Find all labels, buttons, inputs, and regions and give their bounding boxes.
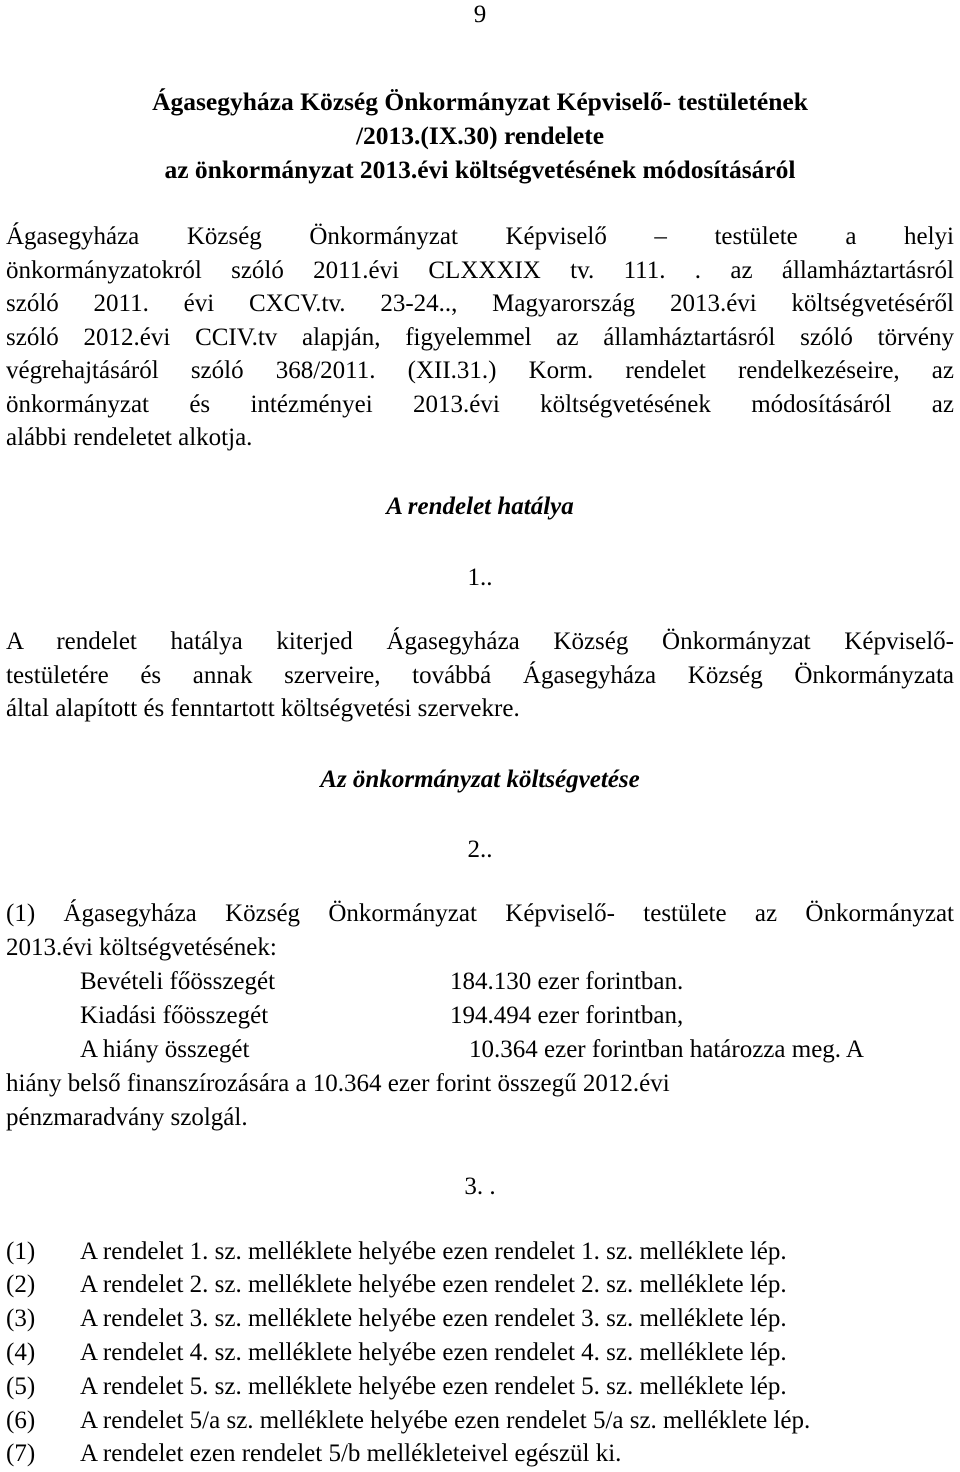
list-item	[6, 1235, 787, 1269]
list-item	[6, 1370, 787, 1404]
section-1-number: 1..	[467, 564, 493, 591]
list-item	[6, 1336, 787, 1370]
section-2-heading: Az önkormányzat költségvetése	[320, 766, 640, 793]
list-item-text: A rendelet ezen rendelet 5/b mellékleteivel egészül ki.	[80, 1440, 622, 1467]
list-item-text: A rendelet 4. sz. melléklete helyébe ezen rendelet 4. sz. melléklete lép.	[80, 1339, 787, 1366]
list-item-text: A rendelet 2. sz. melléklete helyébe ezen rendelet 2. sz. melléklete lép.	[80, 1271, 787, 1298]
section-2-number: 2..	[467, 836, 493, 863]
list-item-number: (5)	[6, 1373, 36, 1400]
budget-label-deficit: A hiány összegét	[80, 1036, 250, 1063]
section-2-closing	[6, 1067, 954, 1134]
list-item	[6, 1268, 787, 1302]
budget-label-expenditure: Kiadási főösszegét	[80, 1002, 269, 1029]
list-item-number: (2)	[6, 1271, 36, 1298]
list-item-text: A rendelet 1. sz. melléklete helyébe ezen rendelet 1. sz. melléklete lép.	[80, 1238, 787, 1265]
title-line-2: /2013.(IX.30) rendelete	[355, 121, 605, 150]
list-item	[6, 1404, 810, 1438]
preamble-line: alábbi rendeletet alkotja.	[6, 424, 253, 451]
list-item-text: A rendelet 3. sz. melléklete helyébe ezen rendelet 3. sz. melléklete lép.	[80, 1305, 787, 1332]
list-item-number: (6)	[6, 1407, 36, 1434]
section-1-paragraph	[6, 625, 954, 726]
section-2-intro-line: (1) Ágasegyháza Község Önkormányzat Képviselő- testülete az Önkormányzat	[6, 900, 954, 927]
list-item-number: (1)	[6, 1238, 36, 1265]
preamble-line: végrehajtásáról szóló 368/2011. (XII.31.) Korm. rendelet rendelkezéseire, az	[6, 357, 954, 384]
section-1-line: testületére és annak szerveire, továbbá Ágasegyháza Község Önkormányzata	[6, 661, 954, 689]
section-2-closing-line: pénzmaradvány szolgál.	[6, 1103, 248, 1131]
list-item-number: (3)	[6, 1305, 36, 1332]
title-line-3: az önkormányzat 2013.évi költségvetésének módosításáról	[164, 155, 796, 184]
budget-value-deficit: 10.364 ezer forintban határozza meg. A	[469, 1036, 864, 1063]
page-number: 9	[473, 1, 487, 28]
section-2-closing-line: hiány belső finanszírozására a 10.364 ezer forint összegű 2012.évi	[6, 1070, 670, 1097]
preamble-line: Ágasegyháza Község Önkormányzat Képviselő – testülete a helyi	[6, 223, 954, 250]
section-2-intro-line: 2013.évi költségvetésének:	[6, 933, 277, 961]
list-item-text: A rendelet 5/a sz. melléklete helyébe ezen rendelet 5/a sz. melléklete lép.	[80, 1407, 811, 1434]
preamble-line: szóló 2012.évi CCIV.tv alapján, figyelemmel az államháztartásról szóló törvény	[6, 323, 954, 351]
section-3-number: 3. .	[464, 1173, 496, 1200]
budget-label-revenue: Bevételi főösszegét	[80, 968, 276, 995]
preamble-paragraph	[6, 220, 954, 455]
list-item-number: (7)	[6, 1440, 36, 1467]
list-item	[6, 1302, 787, 1336]
preamble-line: szóló 2011. évi CXCV.tv. 23-24.., Magyarország 2013.évi költségvetéséről	[6, 290, 954, 317]
preamble-line: önkormányzatokról szóló 2011.évi CLXXXIX tv. 111. . az államháztartásról	[6, 256, 954, 284]
section-1-heading: A rendelet hatálya	[386, 493, 574, 520]
title-line-1: Ágasegyháza Község Önkormányzat Képviselő- testületének	[152, 87, 808, 116]
preamble-line: önkormányzat és intézményei 2013.évi költségvetésének módosításáról az	[6, 390, 954, 418]
section-1-line: által alapított és fenntartott költségvetési szervekre.	[6, 695, 520, 722]
budget-value-revenue: 184.130 ezer forintban.	[450, 968, 684, 995]
section-2-intro	[6, 897, 954, 964]
budget-value-expenditure: 194.494 ezer forintban,	[450, 1002, 684, 1029]
section-1-line: A rendelet hatálya kiterjed Ágasegyháza Község Önkormányzat Képviselő-	[6, 628, 954, 655]
list-item-text: A rendelet 5. sz. melléklete helyébe ezen rendelet 5. sz. melléklete lép.	[80, 1373, 787, 1400]
list-item	[6, 1437, 621, 1471]
document-title	[0, 85, 960, 187]
list-item-number: (4)	[6, 1339, 36, 1366]
